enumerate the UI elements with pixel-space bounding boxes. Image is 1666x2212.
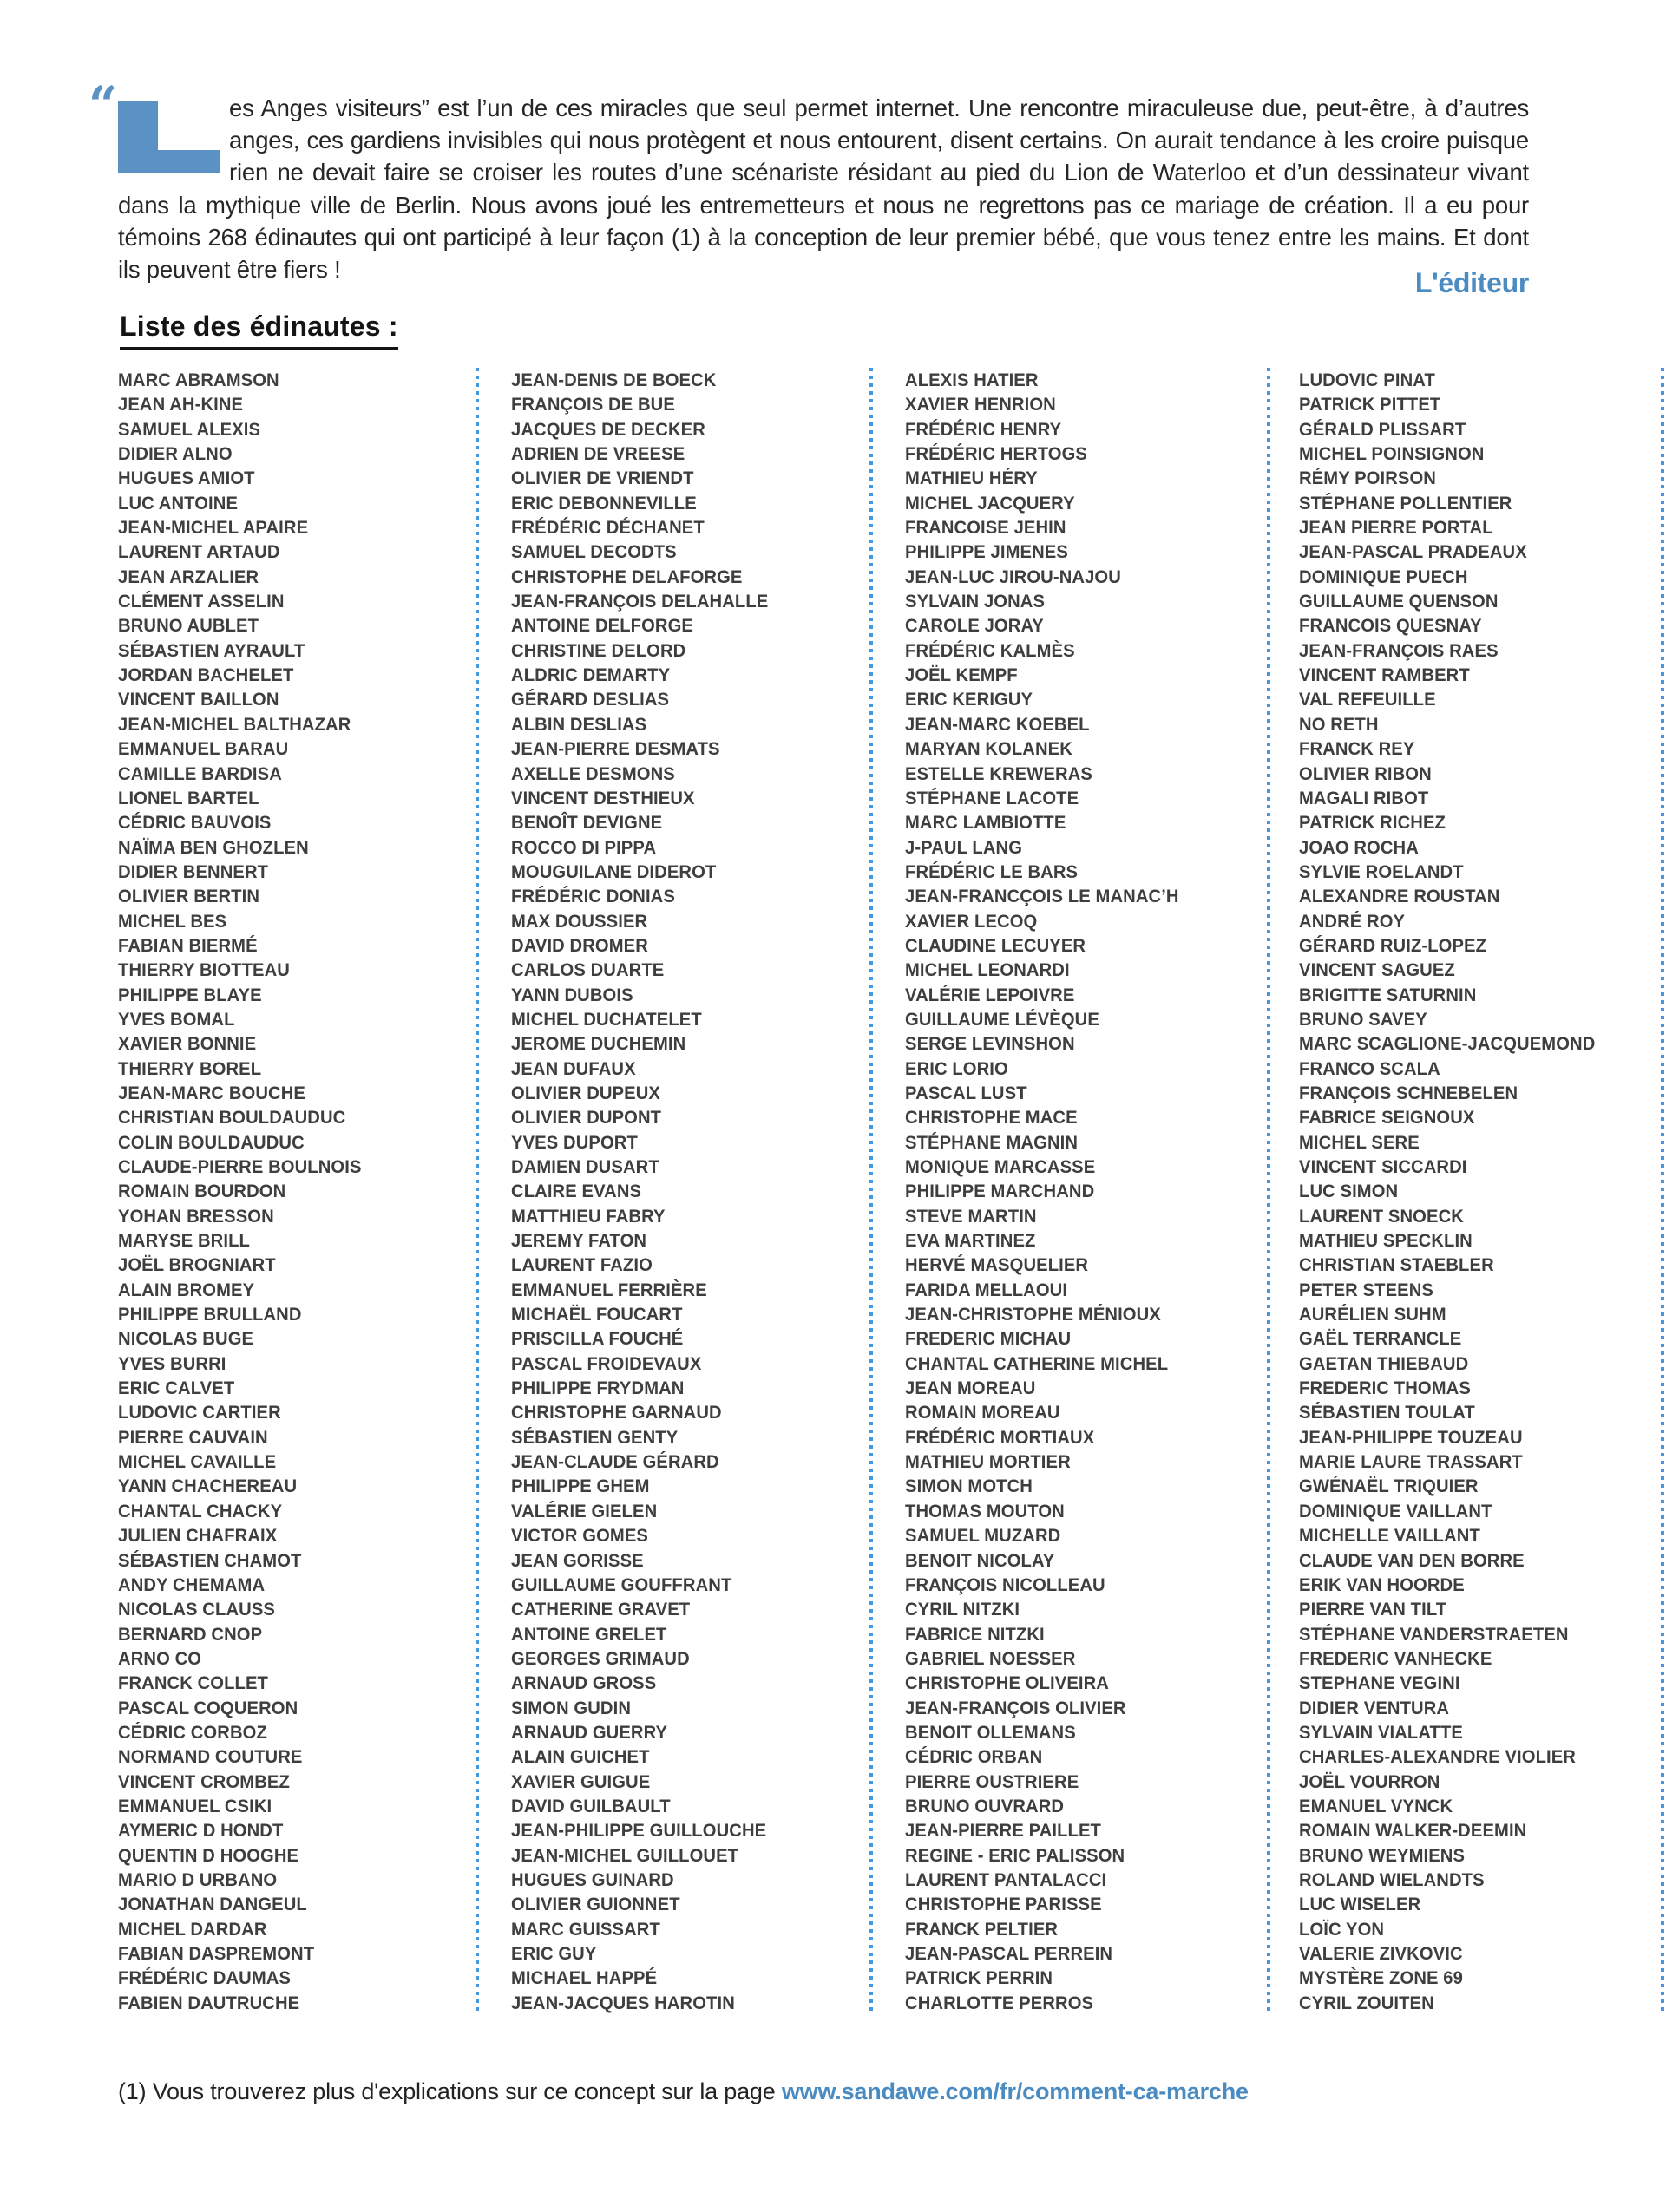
list-item: PATRICK PITTET — [1299, 394, 1441, 416]
list-item: JEAN-PIERRE PAILLET — [905, 1820, 1101, 1842]
list-item: OLIVIER RIBON — [1299, 762, 1432, 784]
list-item: MARYAN KOLANEK — [905, 738, 1072, 760]
list-item: PHILIPPE GHEM — [511, 1476, 650, 1497]
list-item: FABIEN DAUTRUCHE — [118, 1992, 300, 2013]
list-item: SAMUEL MUZARD — [905, 1525, 1061, 1547]
list-item: PHILIPPE BLAYE — [118, 984, 262, 1005]
list-item: XAVIER BONNIE — [118, 1033, 257, 1055]
list-item: ERIC LORIO — [905, 1057, 1008, 1079]
list-item: HUGUES GUINARD — [511, 1868, 674, 1890]
list-item: OLIVIER DE VRIENDT — [511, 468, 694, 489]
list-item: MICHEL SERE — [1299, 1131, 1420, 1153]
list-item: VAL REFEUILLE — [1299, 689, 1436, 710]
list-item: GWÉNAËL TRIQUIER — [1299, 1476, 1479, 1497]
list-item: VICTOR GOMES — [511, 1525, 648, 1547]
list-item: ANTOINE DELFORGE — [511, 615, 693, 637]
list-item: MONIQUE MARCASSE — [905, 1156, 1096, 1177]
list-item: BENOIT NICOLAY — [905, 1549, 1055, 1571]
list-item: ERIC KERIGUY — [905, 689, 1033, 710]
list-item: JEAN-MICHEL GUILLOUET — [511, 1844, 739, 1866]
list-item: JEAN-PASCAL PRADEAUX — [1299, 541, 1527, 563]
list-item: FRÉDÉRIC HERTOGS — [905, 443, 1088, 465]
list-item: AYMERIC D HONDT — [118, 1820, 284, 1842]
list-item: FREDERIC MICHAU — [905, 1328, 1072, 1350]
list-item: MARC SCAGLIONE-JACQUEMOND — [1299, 1033, 1596, 1055]
list-item: XAVIER GUIGUE — [511, 1770, 651, 1792]
list-item: ROMAIN MOREAU — [905, 1402, 1060, 1423]
list-item: MICHEL DUCHATELET — [511, 1008, 702, 1030]
list-item: LUDOVIC PINAT — [1299, 370, 1435, 390]
list-item: FABIAN BIERMÉ — [118, 934, 258, 956]
list-item: DIDIER ALNO — [118, 443, 233, 465]
list-item: CLAUDE VAN DEN BORRE — [1299, 1549, 1525, 1571]
list-item: VINCENT SAGUEZ — [1299, 959, 1455, 981]
list-item: FABRICE NITZKI — [905, 1623, 1045, 1645]
list-item: ERIK VAN HOORDE — [1299, 1574, 1465, 1595]
list-item: LIONEL BARTEL — [118, 787, 259, 808]
list-item: CYRIL NITZKI — [905, 1599, 1020, 1620]
list-item: VINCENT CROMBEZ — [118, 1770, 290, 1792]
list-item: NICOLAS BUGE — [118, 1328, 254, 1350]
list-item: JEAN MOREAU — [905, 1378, 1036, 1399]
list-item: PETER STEENS — [1299, 1279, 1433, 1300]
list-item: BRUNO WEYMIENS — [1299, 1844, 1466, 1866]
list-item: CÉDRIC BAUVOIS — [118, 812, 272, 834]
list-item: FRANCOIS QUESNAY — [1299, 615, 1482, 637]
list-item: XAVIER LECOQ — [905, 910, 1038, 932]
list-item: CLAUDE-PIERRE BOULNOIS — [118, 1156, 362, 1177]
list-item: ROLAND WIELANDTS — [1299, 1868, 1485, 1890]
list-item: ALEXANDRE ROUSTAN — [1299, 886, 1500, 907]
list-item: RÉMY POIRSON — [1299, 468, 1436, 489]
list-item: FRANÇOIS DE BUE — [511, 394, 675, 416]
dropcap-letter — [118, 92, 229, 179]
list-item: QUENTIN D HOOGHE — [118, 1844, 299, 1866]
list-item: CHRISTIAN STAEBLER — [1299, 1254, 1494, 1276]
list-item: MICHEL LEONARDI — [905, 959, 1070, 981]
list-item: GUILLAUME QUENSON — [1299, 591, 1499, 612]
list-item: CÉDRIC CORBOZ — [118, 1721, 267, 1743]
list-item: GAËL TERRANCLE — [1299, 1328, 1462, 1350]
list-item: CLAIRE EVANS — [511, 1181, 642, 1202]
name-column-1 — [118, 368, 362, 2015]
list-item: VINCENT DESTHIEUX — [511, 787, 695, 808]
list-item: GABRIEL NOESSER — [905, 1647, 1076, 1669]
list-item: NAÏMA BEN GHOZLEN — [118, 836, 309, 858]
list-item: ALAIN GUICHET — [511, 1746, 650, 1768]
list-item: MICHEL JACQUERY — [905, 492, 1075, 514]
list-item: BRIGITTE SATURNIN — [1299, 984, 1477, 1005]
list-item: LOÏC YON — [1299, 1918, 1385, 1940]
list-item: VINCENT BAILLON — [118, 689, 279, 710]
list-item: DAVID GUILBAULT — [511, 1795, 671, 1816]
list-item: FRÉDÉRIC HENRY — [905, 418, 1062, 440]
list-item: LUC WISELER — [1299, 1894, 1421, 1915]
list-item: LUDOVIC CARTIER — [118, 1402, 281, 1423]
list-item: JEAN-CLAUDE GÉRARD — [511, 1451, 719, 1473]
list-item: ARNAUD GUERRY — [511, 1721, 668, 1743]
list-item: YVES DUPORT — [511, 1131, 638, 1153]
list-item: PIERRE OUSTRIERE — [905, 1770, 1079, 1792]
list-item: STEPHANE VEGINI — [1299, 1672, 1460, 1694]
list-item: MARC ABRAMSON — [118, 370, 279, 390]
list-item: ROMAIN BOURDON — [118, 1181, 286, 1202]
list-item: YANN CHACHEREAU — [118, 1476, 298, 1497]
list-item: YVES BOMAL — [118, 1008, 235, 1030]
list-item: JEAN PIERRE PORTAL — [1299, 517, 1493, 539]
list-item: FARIDA MELLAOUI — [905, 1279, 1068, 1300]
list-item: ANDRÉ ROY — [1299, 910, 1406, 932]
list-item: SIMON GUDIN — [511, 1697, 632, 1718]
list-item: FABIAN DASPREMONT — [118, 1943, 315, 1964]
list-item: JEAN-MICHEL APAIRE — [118, 517, 309, 539]
list-item: SÉBASTIEN CHAMOT — [118, 1549, 302, 1571]
list-item: FRANÇOIS NICOLLEAU — [905, 1574, 1105, 1595]
list-item: ARNO CO — [118, 1647, 202, 1669]
list-item: VINCENT SICCARDI — [1299, 1156, 1467, 1177]
dotted-divider — [869, 368, 873, 2012]
list-item: JEAN AH-KINE — [118, 394, 244, 416]
list-item: JEAN DUFAUX — [511, 1057, 636, 1079]
list-item: MARC GUISSART — [511, 1918, 660, 1940]
list-item: SÉBASTIEN TOULAT — [1299, 1402, 1475, 1423]
list-item: MARIE LAURE TRASSART — [1299, 1451, 1523, 1473]
list-item: BENOIT OLLEMANS — [905, 1721, 1076, 1743]
list-item: DIDIER BENNERT — [118, 861, 269, 882]
list-item: FRÉDÉRIC DÉCHANET — [511, 517, 705, 539]
list-item: JEREMY FATON — [511, 1230, 647, 1252]
list-item: DOMINIQUE VAILLANT — [1299, 1500, 1492, 1522]
list-item: THIERRY BOREL — [118, 1057, 262, 1079]
list-item: ERIC CALVET — [118, 1378, 235, 1399]
list-item: PHILIPPE BRULLAND — [118, 1304, 302, 1325]
list-item: MATHIEU HÉRY — [905, 468, 1038, 489]
list-item: JACQUES DE DECKER — [511, 418, 705, 440]
list-item: SAMUEL DECODTS — [511, 541, 677, 563]
list-item: SERGE LEVINSHON — [905, 1033, 1075, 1055]
list-item: MATHIEU MORTIER — [905, 1451, 1071, 1473]
list-item: HERVÉ MASQUELIER — [905, 1254, 1089, 1276]
list-item: VALÉRIE LEPOIVRE — [905, 984, 1075, 1005]
list-item: CHANTAL CHACKY — [118, 1500, 283, 1522]
list-item: JEAN-MICHEL BALTHAZAR — [118, 713, 351, 735]
list-item: FRANÇOIS SCHNEBELEN — [1299, 1082, 1518, 1103]
list-item: GUILLAUME GOUFFRANT — [511, 1574, 732, 1595]
list-item: BERNARD CNOP — [118, 1623, 263, 1645]
list-item: LUC SIMON — [1299, 1181, 1399, 1202]
list-item: MARYSE BRILL — [118, 1230, 250, 1252]
editor-signature: L'éditeur — [1414, 267, 1529, 298]
list-item: JOËL VOURRON — [1299, 1770, 1440, 1792]
list-item: COLIN BOULDAUDUC — [118, 1131, 305, 1153]
list-item: ALEXIS HATIER — [905, 370, 1039, 390]
list-item: MICHELLE VAILLANT — [1299, 1525, 1480, 1547]
list-item: CATHERINE GRAVET — [511, 1599, 691, 1620]
list-item: FRÉDÉRIC KALMÈS — [905, 639, 1075, 661]
list-item: CHARLOTTE PERROS — [905, 1992, 1094, 2013]
intro-paragraph — [89, 75, 1529, 285]
list-item: JOËL KEMPF — [905, 664, 1018, 686]
list-item: PHILIPPE MARCHAND — [905, 1181, 1095, 1202]
dotted-divider — [476, 368, 479, 2012]
list-item: DIDIER VENTURA — [1299, 1697, 1450, 1718]
list-item: MARC LAMBIOTTE — [905, 812, 1066, 834]
list-item: PASCAL COQUERON — [118, 1697, 298, 1718]
list-item: NICOLAS CLAUSS — [118, 1599, 275, 1620]
list-item: JOËL BROGNIART — [118, 1254, 276, 1276]
open-quote-mark: “ — [89, 75, 118, 134]
list-item: OLIVIER BERTIN — [118, 886, 260, 907]
list-item: CYRIL ZOUITEN — [1299, 1992, 1434, 2013]
list-item: PHILIPPE JIMENES — [905, 541, 1068, 563]
list-item: FRÉDÉRIC DAUMAS — [118, 1967, 292, 1989]
list-item: YOHAN BRESSON — [118, 1205, 274, 1227]
list-item: JEAN-FRANCÇOIS LE MANAC’H — [905, 886, 1179, 907]
list-item: CÉDRIC ORBAN — [905, 1746, 1043, 1768]
list-item: EMANUEL VYNCK — [1299, 1795, 1453, 1816]
list-item: MOUGUILANE DIDEROT — [511, 861, 717, 882]
list-item: STEVE MARTIN — [905, 1205, 1037, 1227]
list-item: EMMANUEL FERRIÈRE — [511, 1279, 707, 1300]
list-item: FABRICE SEIGNOUX — [1299, 1107, 1475, 1129]
list-item: CAROLE JORAY — [905, 615, 1044, 637]
list-item: MICHEL BES — [118, 910, 227, 932]
list-item: MICHEL POINSIGNON — [1299, 443, 1485, 465]
list-item: CHRISTIAN BOULDAUDUC — [118, 1107, 346, 1129]
list-item: JEAN-CHRISTOPHE MÉNIOUX — [905, 1304, 1161, 1325]
list-item: FRÉDÉRIC LE BARS — [905, 861, 1079, 882]
list-item: LAURENT PANTALACCI — [905, 1868, 1107, 1890]
list-item: SÉBASTIEN GENTY — [511, 1426, 679, 1448]
list-item: VALÉRIE GIELEN — [511, 1500, 658, 1522]
list-item: JEAN-PASCAL PERREIN — [905, 1943, 1113, 1964]
name-column-3 — [905, 368, 1179, 2015]
list-item: BENOÎT DEVIGNE — [511, 812, 663, 834]
list-item: GEORGES GRIMAUD — [511, 1647, 690, 1669]
list-item: JEAN-JACQUES HAROTIN — [511, 1992, 735, 2013]
list-item: CAMILLE BARDISA — [118, 762, 282, 784]
list-item: CHRISTINE DELORD — [511, 639, 686, 661]
list-item: PATRICK PERRIN — [905, 1967, 1053, 1989]
list-item: ANTOINE GRELET — [511, 1623, 667, 1645]
list-item: STÉPHANE VANDERSTRAETEN — [1299, 1623, 1569, 1645]
footnote-text: (1) Vous trouverez plus d'explications sur ce concept sur la page — [118, 2078, 782, 2104]
list-item: MICHEL DARDAR — [118, 1918, 267, 1940]
list-item: EMMANUEL CSIKI — [118, 1795, 272, 1816]
list-item: SYLVAIN JONAS — [905, 591, 1046, 612]
list-item: MATTHIEU FABRY — [511, 1205, 666, 1227]
list-item: FRANCOISE JEHIN — [905, 517, 1066, 539]
list-item: PIERRE VAN TILT — [1299, 1599, 1447, 1620]
list-heading: Liste des édinautes : — [120, 311, 398, 350]
list-item: JEAN-PHILIPPE TOUZEAU — [1299, 1426, 1523, 1448]
list-item: MICHAEL HAPPÉ — [511, 1967, 658, 1989]
list-item: FRANCO SCALA — [1299, 1057, 1440, 1079]
list-item: BRUNO AUBLET — [118, 615, 259, 637]
list-item: FREDERIC VANHECKE — [1299, 1647, 1492, 1669]
list-item: ADRIEN DE VREESE — [511, 443, 685, 465]
list-item: JEAN-PHILIPPE GUILLOUCHE — [511, 1820, 767, 1842]
list-item: CHRISTOPHE OLIVEIRA — [905, 1672, 1109, 1694]
list-item: MYSTÈRE ZONE 69 — [1299, 1967, 1463, 1989]
list-item: STÉPHANE MAGNIN — [905, 1131, 1079, 1153]
list-item: JEAN ARZALIER — [118, 566, 259, 587]
footnote — [118, 2078, 1249, 2105]
list-item: J-PAUL LANG — [905, 836, 1023, 858]
list-item: CHANTAL CATHERINE MICHEL — [905, 1352, 1169, 1374]
list-item: ALDRIC DEMARTY — [511, 664, 671, 686]
list-item: THIERRY BIOTTEAU — [118, 959, 291, 981]
list-item: VALERIE ZIVKOVIC — [1299, 1943, 1463, 1964]
list-item: ALAIN BROMEY — [118, 1279, 255, 1300]
list-item: LAURENT SNOECK — [1299, 1205, 1464, 1227]
list-item: YANN DUBOIS — [511, 984, 633, 1005]
list-item: JONATHAN DANGEUL — [118, 1894, 307, 1915]
list-item: JEAN-FRANÇOIS DELAHALLE — [511, 591, 769, 612]
list-item: CLAUDINE LECUYER — [905, 934, 1086, 956]
list-item: FRANCK REY — [1299, 738, 1415, 760]
list-item: PRISCILLA FOUCHÉ — [511, 1328, 684, 1350]
list-item: BRUNO OUVRARD — [905, 1795, 1065, 1816]
list-item: MAGALI RIBOT — [1299, 787, 1429, 808]
list-item: FRÉDÉRIC DONIAS — [511, 886, 675, 907]
list-item: FREDERIC THOMAS — [1299, 1378, 1471, 1399]
list-item: ESTELLE KREWERAS — [905, 762, 1092, 784]
list-item: CHRISTOPHE DELAFORGE — [511, 566, 743, 587]
list-item: GAETAN THIEBAUD — [1299, 1352, 1469, 1374]
list-item: BRUNO SAVEY — [1299, 1008, 1427, 1030]
intro-text: es Anges visiteurs” est l’un de ces miracles que seul permet internet. Une rencontre miraculeuse due, peut-être, à d’autres anges, ces gardiens invisibles qui nous protègent et nous entourent, disent certains. On aurait tendance à les croire puisque rien ne devait faire se croiser les routes d’une scénariste résidant au pied du Lion de Waterloo et d’un dessinateur vivant dans la mythique ville de Berlin. Nous avons joué les entremetteurs et nous ne regrettons pas ce mariage de création. Il a eu pour témoins 268 édinautes qui ont participé à leur façon (1) à la conception de leur premier bébé, que vous tenez entre les mains. Et dont ils peuvent être fiers ! — [118, 95, 1529, 284]
list-item: JEAN-PIERRE DESMATS — [511, 738, 720, 760]
list-item: GÉRARD RUIZ-LOPEZ — [1299, 934, 1487, 956]
list-item: ROCCO DI PIPPA — [511, 836, 657, 858]
list-item: EVA MARTINEZ — [905, 1230, 1036, 1252]
list-item: ANDY CHEMAMA — [118, 1574, 266, 1595]
list-item: JORDAN BACHELET — [118, 664, 294, 686]
list-item: PASCAL FROIDEVAUX — [511, 1352, 702, 1374]
list-item: OLIVIER GUIONNET — [511, 1894, 680, 1915]
list-item: LAURENT FAZIO — [511, 1254, 653, 1276]
list-item: CHRISTOPHE MACE — [905, 1107, 1078, 1129]
list-item: CHARLES-ALEXANDRE VIOLIER — [1299, 1746, 1576, 1768]
list-item: GÉRALD PLISSART — [1299, 418, 1466, 440]
list-item: STÉPHANE LACOTE — [905, 787, 1079, 808]
list-item: EMMANUEL BARAU — [118, 738, 289, 760]
list-item: JEAN-LUC JIROU-NAJOU — [905, 566, 1121, 587]
list-item: DOMINIQUE PUECH — [1299, 566, 1468, 587]
list-item: PIERRE CAUVAIN — [118, 1426, 268, 1448]
list-item: MICHEL CAVAILLE — [118, 1451, 277, 1473]
list-item: SIMON MOTCH — [905, 1476, 1033, 1497]
footnote-link[interactable]: www.sandawe.com/fr/comment-ca-marche — [781, 2078, 1249, 2104]
list-item: YVES BURRI — [118, 1352, 226, 1374]
list-item: ERIC GUY — [511, 1943, 597, 1964]
list-item: CHRISTOPHE GARNAUD — [511, 1402, 722, 1423]
name-column-4 — [1299, 368, 1595, 2015]
list-item: SYLVIE ROELANDT — [1299, 861, 1464, 882]
list-item: OLIVIER DUPONT — [511, 1107, 662, 1129]
dotted-divider — [1267, 368, 1270, 2012]
list-item: JEAN-FRANÇOIS RAES — [1299, 639, 1499, 661]
list-item: JEAN-MARC KOEBEL — [905, 713, 1090, 735]
list-item: FRANCK COLLET — [118, 1672, 268, 1694]
list-item: CLÉMENT ASSELIN — [118, 591, 285, 612]
list-item: NORMAND COUTURE — [118, 1746, 303, 1768]
list-item: AURÉLIEN SUHM — [1299, 1304, 1446, 1325]
list-item: NO RETH — [1299, 713, 1379, 735]
list-item: PHILIPPE FRYDMAN — [511, 1378, 685, 1399]
list-item: MAX DOUSSIER — [511, 910, 648, 932]
list-item: XAVIER HENRION — [905, 394, 1056, 416]
list-item: STÉPHANE POLLENTIER — [1299, 492, 1512, 514]
list-item: PATRICK RICHEZ — [1299, 812, 1446, 834]
list-item: FRÉDÉRIC MORTIAUX — [905, 1426, 1095, 1448]
list-item: JEAN-FRANÇOIS OLIVIER — [905, 1697, 1126, 1718]
list-item: AXELLE DESMONS — [511, 762, 675, 784]
list-item: DAMIEN DUSART — [511, 1156, 659, 1177]
list-item: THOMAS MOUTON — [905, 1500, 1065, 1522]
list-item: OLIVIER DUPEUX — [511, 1082, 661, 1103]
list-item: GÉRARD DESLIAS — [511, 689, 670, 710]
dotted-divider — [1661, 368, 1664, 2012]
list-item: LUC ANTOINE — [118, 492, 239, 514]
list-item: PASCAL LUST — [905, 1082, 1027, 1103]
name-column-2 — [511, 368, 768, 2015]
list-item: FRANCK PELTIER — [905, 1918, 1059, 1940]
list-item: HUGUES AMIOT — [118, 468, 255, 489]
list-item: JEAN-DENIS DE BOECK — [511, 370, 717, 390]
list-item: MATHIEU SPECKLIN — [1299, 1230, 1473, 1252]
list-item: ERIC DEBONNEVILLE — [511, 492, 697, 514]
list-item: ARNAUD GROSS — [511, 1672, 657, 1694]
list-item: JULIEN CHAFRAIX — [118, 1525, 278, 1547]
list-item: JEAN GORISSE — [511, 1549, 644, 1571]
list-item: CARLOS DUARTE — [511, 959, 665, 981]
list-item: REGINE - ERIC PALISSON — [905, 1844, 1125, 1866]
list-item: LAURENT ARTAUD — [118, 541, 280, 563]
list-item: CHRISTOPHE PARISSE — [905, 1894, 1102, 1915]
list-item: VINCENT RAMBERT — [1299, 664, 1470, 686]
list-item: ROMAIN WALKER-DEEMIN — [1299, 1820, 1527, 1842]
name-columns — [0, 368, 1666, 2016]
list-item: MICHAËL FOUCART — [511, 1304, 683, 1325]
list-item: JOAO ROCHA — [1299, 836, 1419, 858]
list-item: JEAN-MARC BOUCHE — [118, 1082, 305, 1103]
list-item: JEROME DUCHEMIN — [511, 1033, 686, 1055]
list-item: DAVID DROMER — [511, 934, 648, 956]
list-item: ALBIN DESLIAS — [511, 713, 647, 735]
list-item: SYLVAIN VIALATTE — [1299, 1721, 1464, 1743]
list-item: MARIO D URBANO — [118, 1868, 278, 1890]
list-item: SAMUEL ALEXIS — [118, 418, 261, 440]
list-item: SÉBASTIEN AYRAULT — [118, 639, 305, 661]
list-item: GUILLAUME LÉVÈQUE — [905, 1008, 1099, 1030]
